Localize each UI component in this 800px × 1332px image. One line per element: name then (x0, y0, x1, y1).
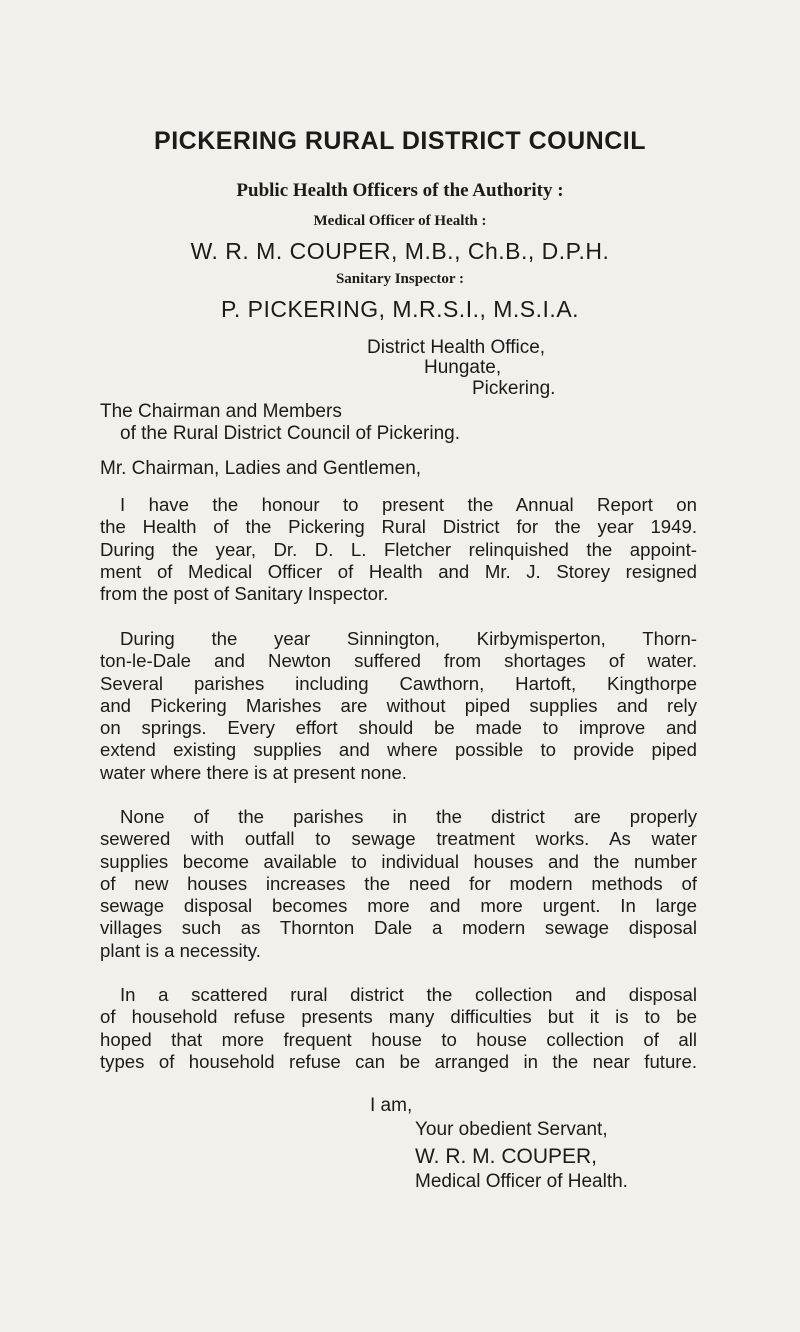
paragraph-1 (100, 494, 697, 605)
paragraph-line: the Health of the Pickering Rural District for the year 1949. (100, 516, 697, 538)
signature-title: Medical Officer of Health. (415, 1171, 628, 1192)
address-line-2: Hungate, (424, 357, 502, 378)
si-name: P. PICKERING, M.R.S.I., M.S.I.A. (220, 296, 580, 322)
paragraph-line: of new houses increases the need for modern methods of (100, 872, 697, 894)
address-line-3: Pickering. (472, 378, 556, 399)
paragraph-line: During the year, Dr. D. L. Fletcher relinquished the appoint- (100, 538, 697, 560)
addressee-line-1: The Chairman and Members (100, 401, 342, 422)
paragraph-line: ton-le-Dale and Newton suffered from shortages of water. (100, 650, 697, 672)
addressee-line-2: of the Rural District Council of Pickering. (120, 423, 461, 444)
officers-heading: Public Health Officers of the Authority : (236, 180, 564, 201)
paragraph-line: supplies become available to individual houses and the number (100, 850, 697, 872)
paragraph-line: types of household refuse can be arranged in the near future. (100, 1050, 697, 1072)
paragraph-line: villages such as Thornton Dale a modern sewage disposal (100, 917, 697, 939)
salutation: Mr. Chairman, Ladies and Gentlemen, (100, 458, 422, 479)
si-label: Sanitary Inspector : (335, 271, 465, 287)
moh-name: W. R. M. COUPER, M.B., Ch.B., D.P.H. (190, 238, 610, 264)
paragraph-line: on springs. Every effort should be made to improve and (100, 717, 697, 739)
closing-line-2: Your obedient Servant, (415, 1119, 608, 1140)
paragraph-line: ment of Medical Officer of Health and Mr. J. Storey resigned (100, 560, 697, 582)
paragraph-line: hoped that more frequent house to house collection of all (100, 1028, 697, 1050)
paragraph-line: None of the parishes in the district are properly (120, 806, 697, 827)
paragraph-line: water where there is at present none. (100, 761, 407, 783)
closing-line-1: I am, (370, 1095, 413, 1116)
paragraph-line: sewered with outfall to sewage treatment works. As water (100, 828, 697, 850)
paragraph-line: During the year Sinnington, Kirbymisperton, Thorn- (120, 628, 697, 649)
paragraph-line: sewage disposal becomes more and more urgent. In large (100, 895, 697, 917)
paragraph-4 (100, 984, 697, 1073)
paragraph-line: and Pickering Marishes are without piped supplies and rely (100, 694, 697, 716)
moh-label: Medical Officer of Health : (313, 213, 487, 229)
paragraph-line: from the post of Sanitary Inspector. (100, 583, 389, 605)
paragraph-line: plant is a necessity. (100, 939, 261, 961)
paragraph-line: extend existing supplies and where possible to provide piped (100, 739, 697, 761)
paragraph-line: In a scattered rural district the collection and disposal (120, 984, 697, 1005)
paragraph-2 (100, 628, 697, 784)
address-line-1: District Health Office, (367, 337, 546, 358)
council-title: PICKERING RURAL DISTRICT COUNCIL (154, 127, 646, 155)
paragraph-line: Several parishes including Cawthorn, Hartoft, Kingthorpe (100, 672, 697, 694)
signature-name: W. R. M. COUPER, (415, 1145, 598, 1168)
paragraph-line: I have the honour to present the Annual Report on (120, 494, 697, 515)
paragraph-3 (100, 806, 697, 962)
paragraph-line: of household refuse presents many difficulties but it is to be (100, 1006, 697, 1028)
